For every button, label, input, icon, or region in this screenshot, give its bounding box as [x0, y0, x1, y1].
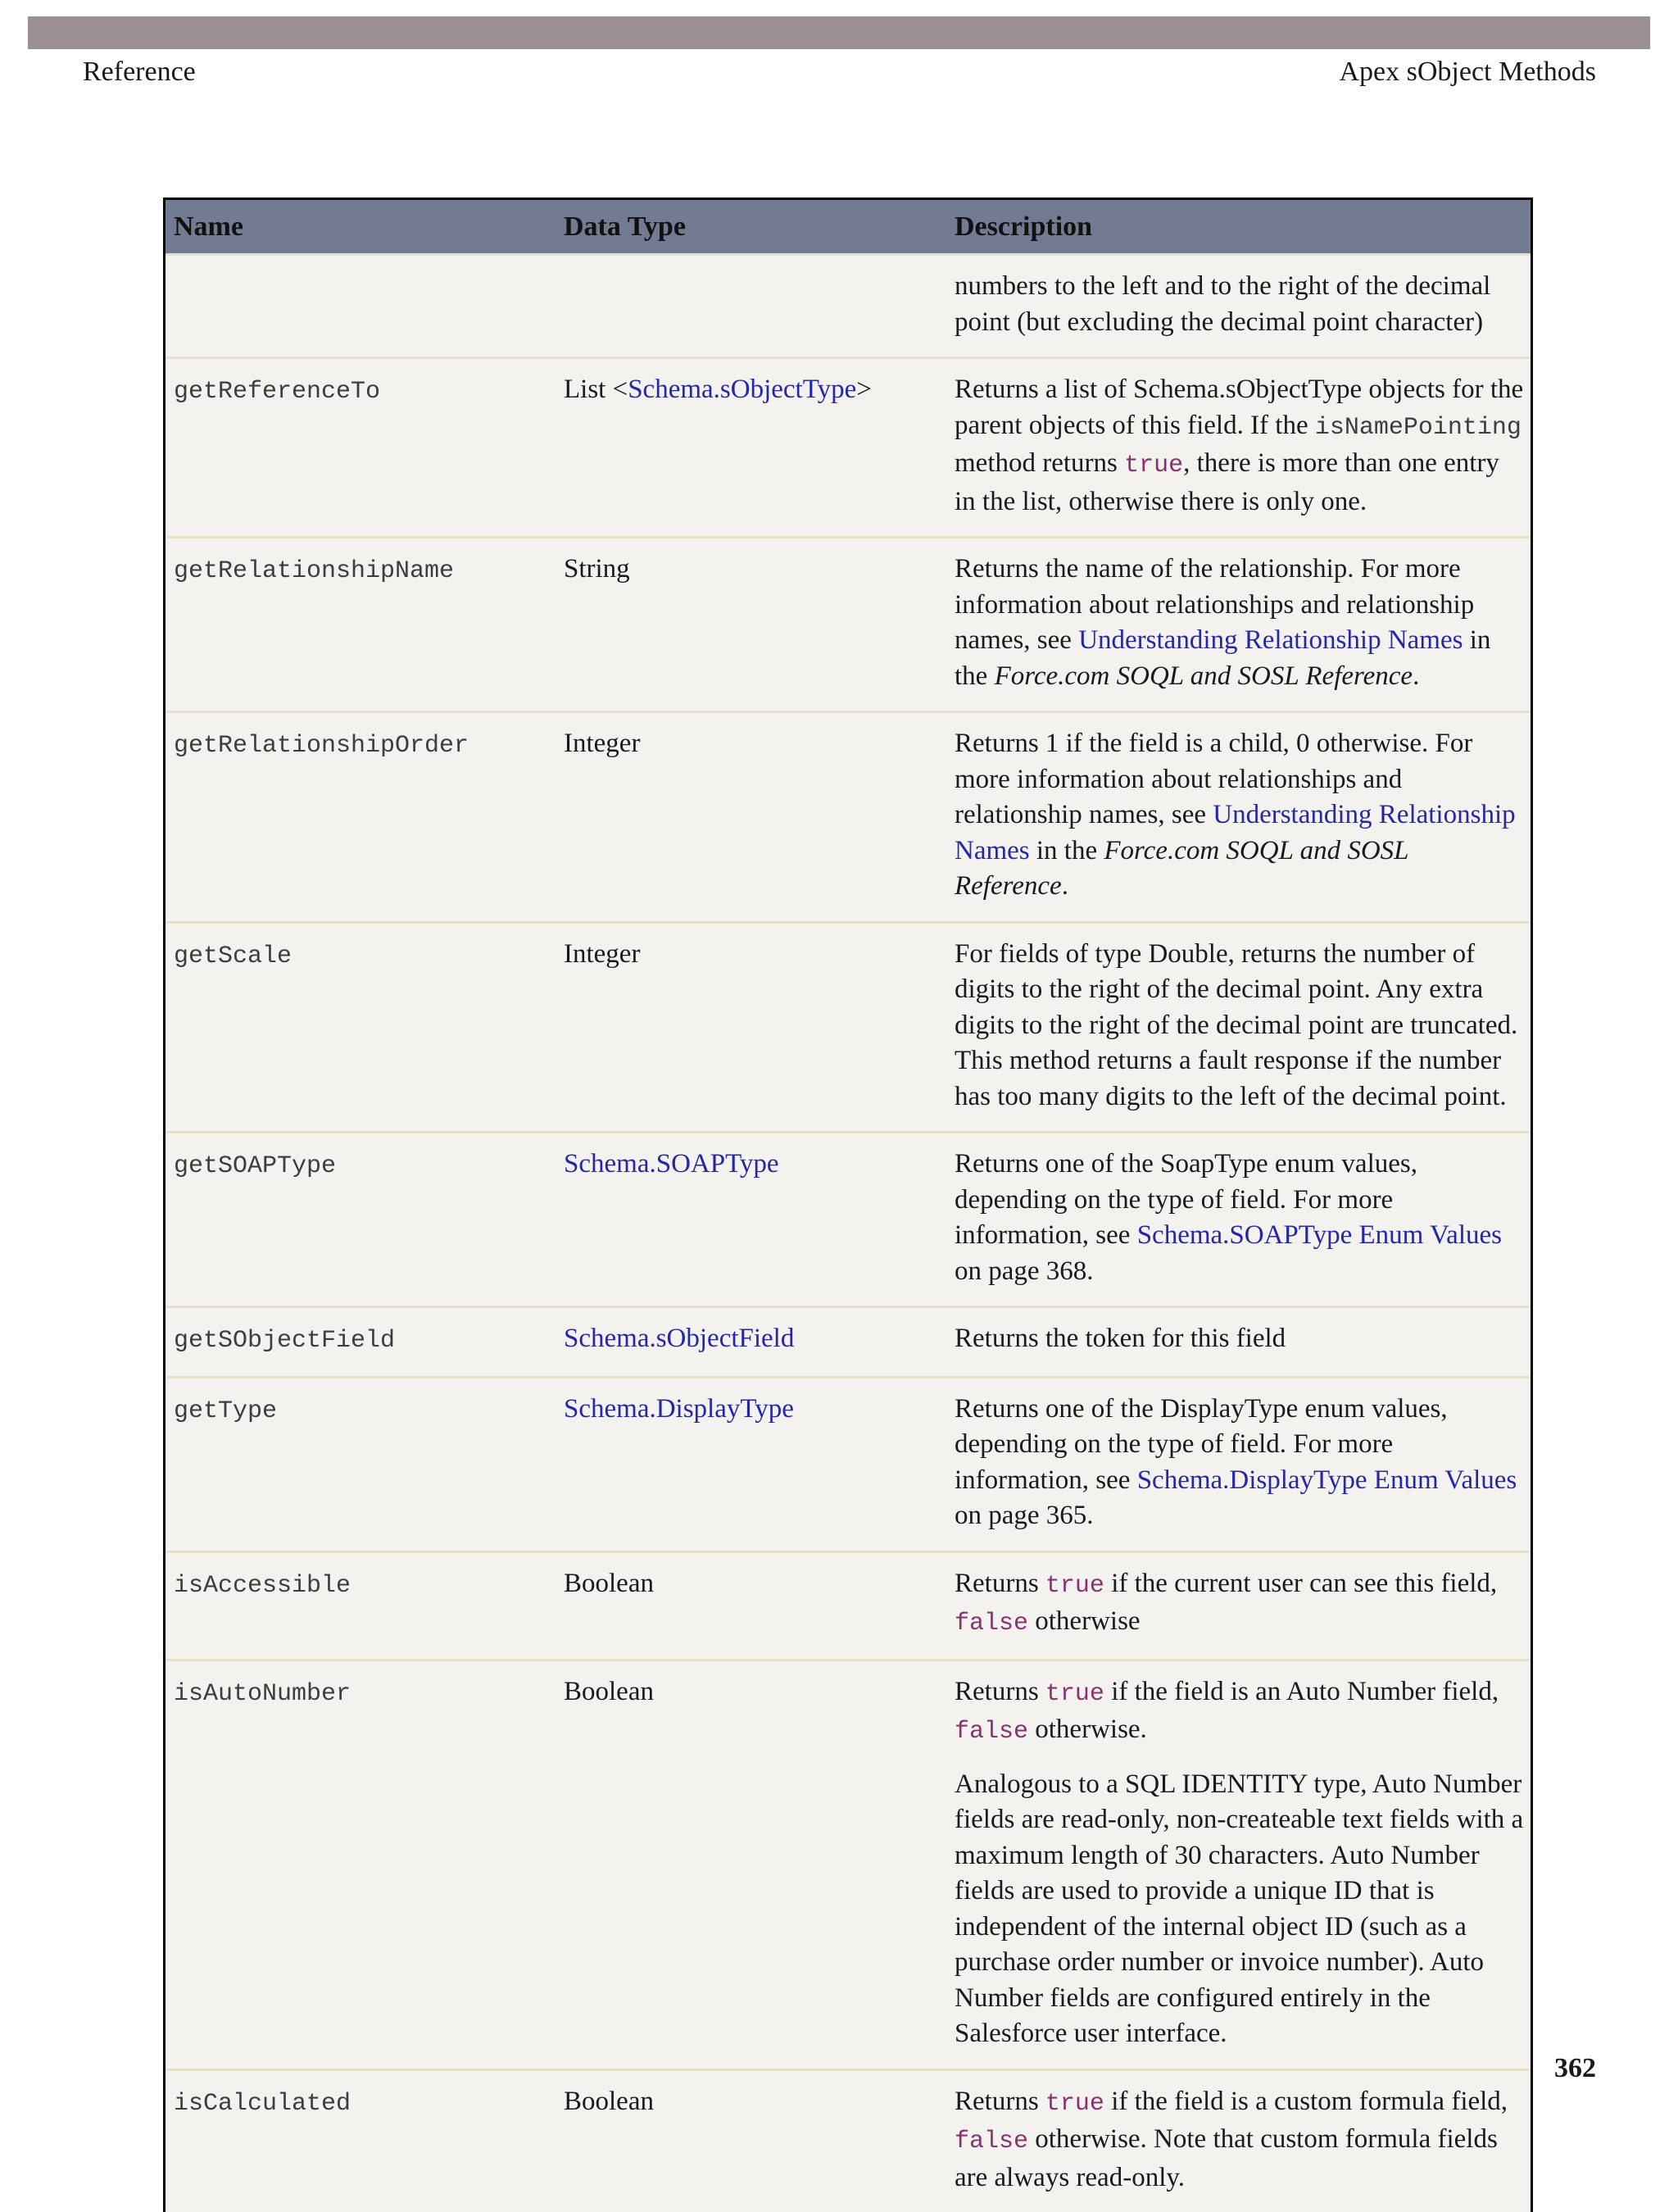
table-row [166, 1133, 1531, 1308]
reference-title: Force.com SOQL and SOSL Reference [955, 836, 1408, 902]
description-text: Returns [955, 1677, 1045, 1706]
description-text: if the field is an Auto Number field, [1104, 1677, 1499, 1706]
column-header-data-type: Data Type [556, 200, 946, 253]
data-type-link[interactable]: Schema.sObjectType [628, 375, 856, 404]
description [946, 1661, 1531, 2069]
inline-keyword: true [1045, 1680, 1104, 1708]
description-text: Returns the name of the relationship. For more information about relationships and relationship names, see [955, 554, 1474, 655]
table-row [166, 1308, 1531, 1379]
table-row [166, 924, 1531, 1134]
description [946, 924, 1531, 1132]
description [946, 2071, 1531, 2212]
displaytype-enum-link[interactable]: Schema.DisplayType Enum Values [1137, 1465, 1517, 1495]
method-name-text: getScale [174, 942, 292, 970]
method-name [166, 924, 556, 1132]
description-text: Returns one of the DisplayType enum values, depending on the type of field. For more information, see [955, 1394, 1448, 1495]
data-type-text: Integer [564, 939, 640, 969]
inline-keyword: false [955, 1610, 1028, 1637]
data-type [556, 359, 946, 536]
description-text: , there is more than one entry in the list, otherwise there is only one. [955, 448, 1499, 516]
data-type [556, 1379, 946, 1551]
data-type [556, 1553, 946, 1659]
inline-keyword: false [955, 2128, 1028, 2155]
table-row [166, 1553, 1531, 1661]
description [946, 359, 1531, 536]
description-text: otherwise. [1028, 1715, 1147, 1744]
description-text: on page 365. [955, 1501, 1094, 1530]
description [946, 538, 1531, 711]
description-text: Returns a list of Schema.sObjectType objects for the parent objects of this field. If the [955, 375, 1523, 440]
table-header-row [166, 200, 1531, 256]
description-text: if the current user can see this field, [1104, 1569, 1497, 1598]
inline-keyword: false [955, 1718, 1028, 1746]
description-text: . [1062, 871, 1068, 901]
data-type [556, 1133, 946, 1306]
description-text: numbers to the left and to the right of the decimal point (but excluding the decimal point character) [955, 271, 1490, 337]
method-name [166, 2071, 556, 2212]
header-section-title: Reference [83, 52, 196, 92]
inline-keyword: true [1124, 452, 1183, 479]
data-type-link[interactable]: Schema.sObjectField [564, 1324, 794, 1353]
data-type [556, 713, 946, 921]
data-type-text: Boolean [564, 2087, 654, 2116]
page-number: 362 [1554, 2053, 1596, 2084]
reference-title: Force.com SOQL and SOSL Reference [995, 661, 1413, 691]
table-row [166, 538, 1531, 713]
method-name [166, 359, 556, 536]
description-text: For fields of type Double, returns the number of digits to the right of the decimal point. Any extra digits to the right of the decimal point are truncated. This method returns a fault response if the number has too many digits to the left of the decimal point. [955, 939, 1517, 1111]
data-type [556, 924, 946, 1132]
data-type [556, 1308, 946, 1376]
data-type [556, 1661, 946, 2069]
method-name-text: getRelationshipName [174, 557, 454, 585]
description-text: method returns [955, 448, 1124, 478]
data-type-link[interactable]: Schema.SOAPType [564, 1149, 779, 1179]
description [946, 1379, 1531, 1551]
description-text: in the [1030, 836, 1104, 865]
method-name [166, 1379, 556, 1551]
description [946, 1133, 1531, 1306]
method-name [166, 1133, 556, 1306]
description-text: if the field is a custom formula field, [1104, 2087, 1508, 2116]
description-text: otherwise. Note that custom formula fields are always read-only. [955, 2124, 1498, 2192]
description [946, 1308, 1531, 1376]
table-row [166, 713, 1531, 924]
method-name [166, 538, 556, 711]
header-band [28, 16, 1650, 49]
inline-keyword: true [1045, 1572, 1104, 1600]
method-name-text: getRelationshipOrder [174, 732, 469, 760]
description [946, 256, 1531, 357]
description-text: Returns [955, 2087, 1045, 2116]
data-type-text: String [564, 554, 630, 584]
description-text: Returns [955, 1569, 1045, 1598]
table-row [166, 2071, 1531, 2212]
description-paragraph [955, 1674, 1524, 1751]
inline-code: isNamePointing [1315, 414, 1522, 442]
description-text: Returns 1 if the field is a child, 0 otherwise. For more information about relationships and relationship names, see [955, 729, 1472, 829]
description-text: in the [955, 625, 1490, 691]
column-header-description: Description [946, 200, 1531, 253]
data-type [556, 256, 946, 357]
method-name-text: isAccessible [174, 1572, 351, 1600]
method-name-text: getSObjectField [174, 1327, 395, 1355]
column-header-name: Name [166, 200, 556, 253]
description-text: . [1413, 661, 1419, 691]
data-type-link[interactable]: Schema.DisplayType [564, 1394, 794, 1424]
data-type-text: Boolean [564, 1569, 654, 1598]
data-type-text: Integer [564, 729, 640, 758]
method-name [166, 1308, 556, 1376]
header-chapter-title: Apex sObject Methods [1339, 52, 1596, 92]
data-type-prefix: List < [564, 375, 628, 404]
method-name-text: isAutoNumber [174, 1680, 351, 1708]
description [946, 713, 1531, 921]
method-name [166, 256, 556, 357]
description-text: Returns one of the SoapType enum values, depending on the type of field. For more information, see [955, 1149, 1417, 1250]
description [946, 1553, 1531, 1659]
table-row [166, 1379, 1531, 1553]
method-name [166, 713, 556, 921]
table-row [166, 1661, 1531, 2071]
data-type-suffix: > [856, 375, 872, 404]
inline-keyword: true [1045, 2090, 1104, 2118]
method-name-text: isCalculated [174, 2090, 351, 2118]
relationship-names-link[interactable]: Understanding Relationship Names [955, 800, 1516, 865]
soaptype-enum-link[interactable]: Schema.SOAPType Enum Values [1137, 1220, 1502, 1250]
methods-table [163, 198, 1533, 2212]
data-type-text: Boolean [564, 1677, 654, 1706]
method-name-text: getReferenceTo [174, 378, 380, 406]
description-text: otherwise [1028, 1606, 1141, 1636]
data-type [556, 2071, 946, 2212]
description-paragraph: Analogous to a SQL IDENTITY type, Auto Number fields are read-only, non-createable text fields with a maximum length of 30 characters. Auto Number fields are used to provide a unique ID that is independent of the internal object ID (such as a purchase order number or invoice number). Auto Number fields are configured entirely in the Salesforce user interface. [955, 1767, 1524, 2052]
description-text: on page 368. [955, 1256, 1094, 1286]
method-name-text: getSOAPType [174, 1152, 336, 1180]
data-type [556, 538, 946, 711]
method-name-text: getType [174, 1397, 277, 1425]
description-text: Returns the token for this field [955, 1324, 1286, 1353]
method-name [166, 1553, 556, 1659]
method-name [166, 1661, 556, 2069]
relationship-names-link[interactable]: Understanding Relationship Names [1078, 625, 1463, 655]
table-row [166, 256, 1531, 359]
table-row [166, 359, 1531, 538]
